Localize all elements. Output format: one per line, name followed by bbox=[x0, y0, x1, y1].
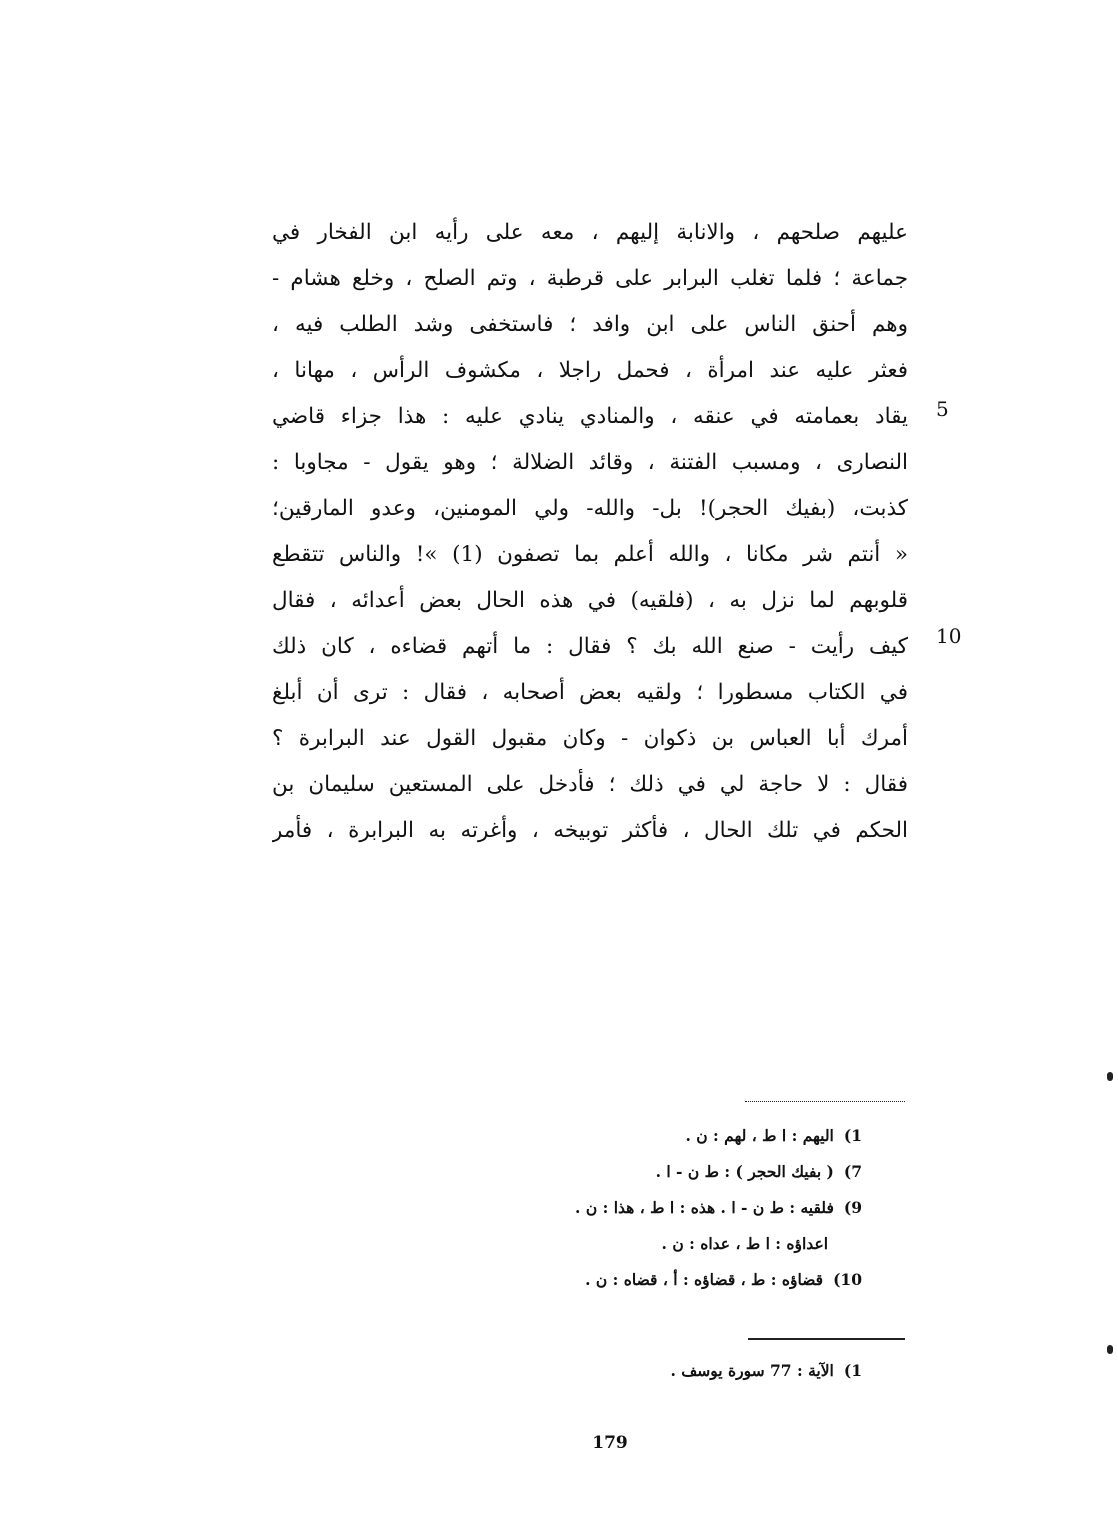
footnote bbox=[670, 1353, 862, 1389]
footnote bbox=[575, 1190, 862, 1226]
footnote-text: الآية : 77 سورة يوسف . bbox=[670, 1361, 834, 1380]
footnote-text: اليهم : ا ط ، لهم : ن . bbox=[685, 1126, 834, 1145]
text-line: النصارى ، ومسبب الفتنة ، وقائد الضلالة ؛ وهو يقول - مجاوبا : bbox=[272, 450, 908, 475]
text-line: قلوبهم لما نزل به ، (فلقيه) في هذه الحال بعض أعدائه ، فقال bbox=[272, 588, 908, 613]
page-number: 179 bbox=[592, 1433, 628, 1453]
source-notes-separator bbox=[748, 1338, 905, 1340]
footnote-text: ( بفيك الحجر ) : ط ن - ا . bbox=[655, 1162, 834, 1181]
text-line: وهم أحنق الناس على ابن وافد ؛ فاستخفى وشد الطلب فيه ، bbox=[272, 312, 908, 337]
footnote-number: 7) bbox=[843, 1162, 862, 1181]
footnote-number: 1) bbox=[843, 1361, 862, 1380]
variant-notes bbox=[575, 1118, 862, 1298]
variant-notes-separator bbox=[745, 1101, 905, 1102]
footnote bbox=[575, 1262, 862, 1298]
footnote-text: فلقيه : ط ن - ا . هذه : ا ط ، هذا : ن . bbox=[575, 1198, 834, 1217]
footnote-continuation bbox=[575, 1226, 862, 1262]
main-text-block bbox=[272, 210, 908, 854]
source-notes bbox=[670, 1353, 862, 1389]
text-line: الحكم في تلك الحال ، فأكثر توبيخه ، وأغرته به البرابرة ، فأمر bbox=[272, 818, 908, 843]
text-line: يقاد بعمامته في عنقه ، والمنادي ينادي عليه : هذا جزاء قاضي bbox=[272, 404, 908, 429]
text-line: كذبت، (بفيك الحجر)! بل- والله- ولي المومنين، وعدو المارقين؛ bbox=[272, 496, 908, 521]
text-line: فقال : لا حاجة لي في ذلك ؛ فأدخل على المستعين سليمان بن bbox=[272, 772, 908, 797]
line-number-5: 5 bbox=[936, 397, 949, 421]
footnote bbox=[575, 1118, 862, 1154]
text-line: « أنتم شر مكانا ، والله أعلم بما تصفون (1) »! والناس تتقطع bbox=[272, 542, 908, 567]
scan-edge-mark bbox=[1107, 1072, 1113, 1081]
text-line: جماعة ؛ فلما تغلب البرابر على قرطبة ، وتم الصلح ، وخلع هشام - bbox=[272, 266, 908, 291]
text-line: كيف رأيت - صنع الله بك ؟ فقال : ما أتهم قضاءه ، كان ذلك bbox=[272, 634, 908, 659]
footnote-number: 10) bbox=[833, 1270, 862, 1289]
scan-edge-mark bbox=[1107, 1345, 1113, 1354]
text-line: أمرك أبا العباس بن ذكوان - وكان مقبول القول عند البرابرة ؟ bbox=[272, 726, 908, 751]
text-line: عليهم صلحهم ، والانابة إليهم ، معه على رأيه ابن الفخار في bbox=[272, 220, 908, 245]
footnote-number: 9) bbox=[843, 1198, 862, 1217]
line-number-10: 10 bbox=[936, 624, 962, 648]
footnote-text: قضاؤه : ط ، قضاؤه : أ ، قضاه : ن . bbox=[585, 1270, 824, 1289]
footnote-number: 1) bbox=[843, 1126, 862, 1145]
text-line: فعثر عليه عند امرأة ، فحمل راجلا ، مكشوف الرأس ، مهانا ، bbox=[272, 358, 908, 383]
text-line: في الكتاب مسطورا ؛ ولقيه بعض أصحابه ، فقال : ترى أن أبلغ bbox=[272, 680, 908, 705]
footnote-text: اعداؤه : ا ط ، عداه : ن . bbox=[661, 1234, 828, 1253]
footnote bbox=[575, 1154, 862, 1190]
